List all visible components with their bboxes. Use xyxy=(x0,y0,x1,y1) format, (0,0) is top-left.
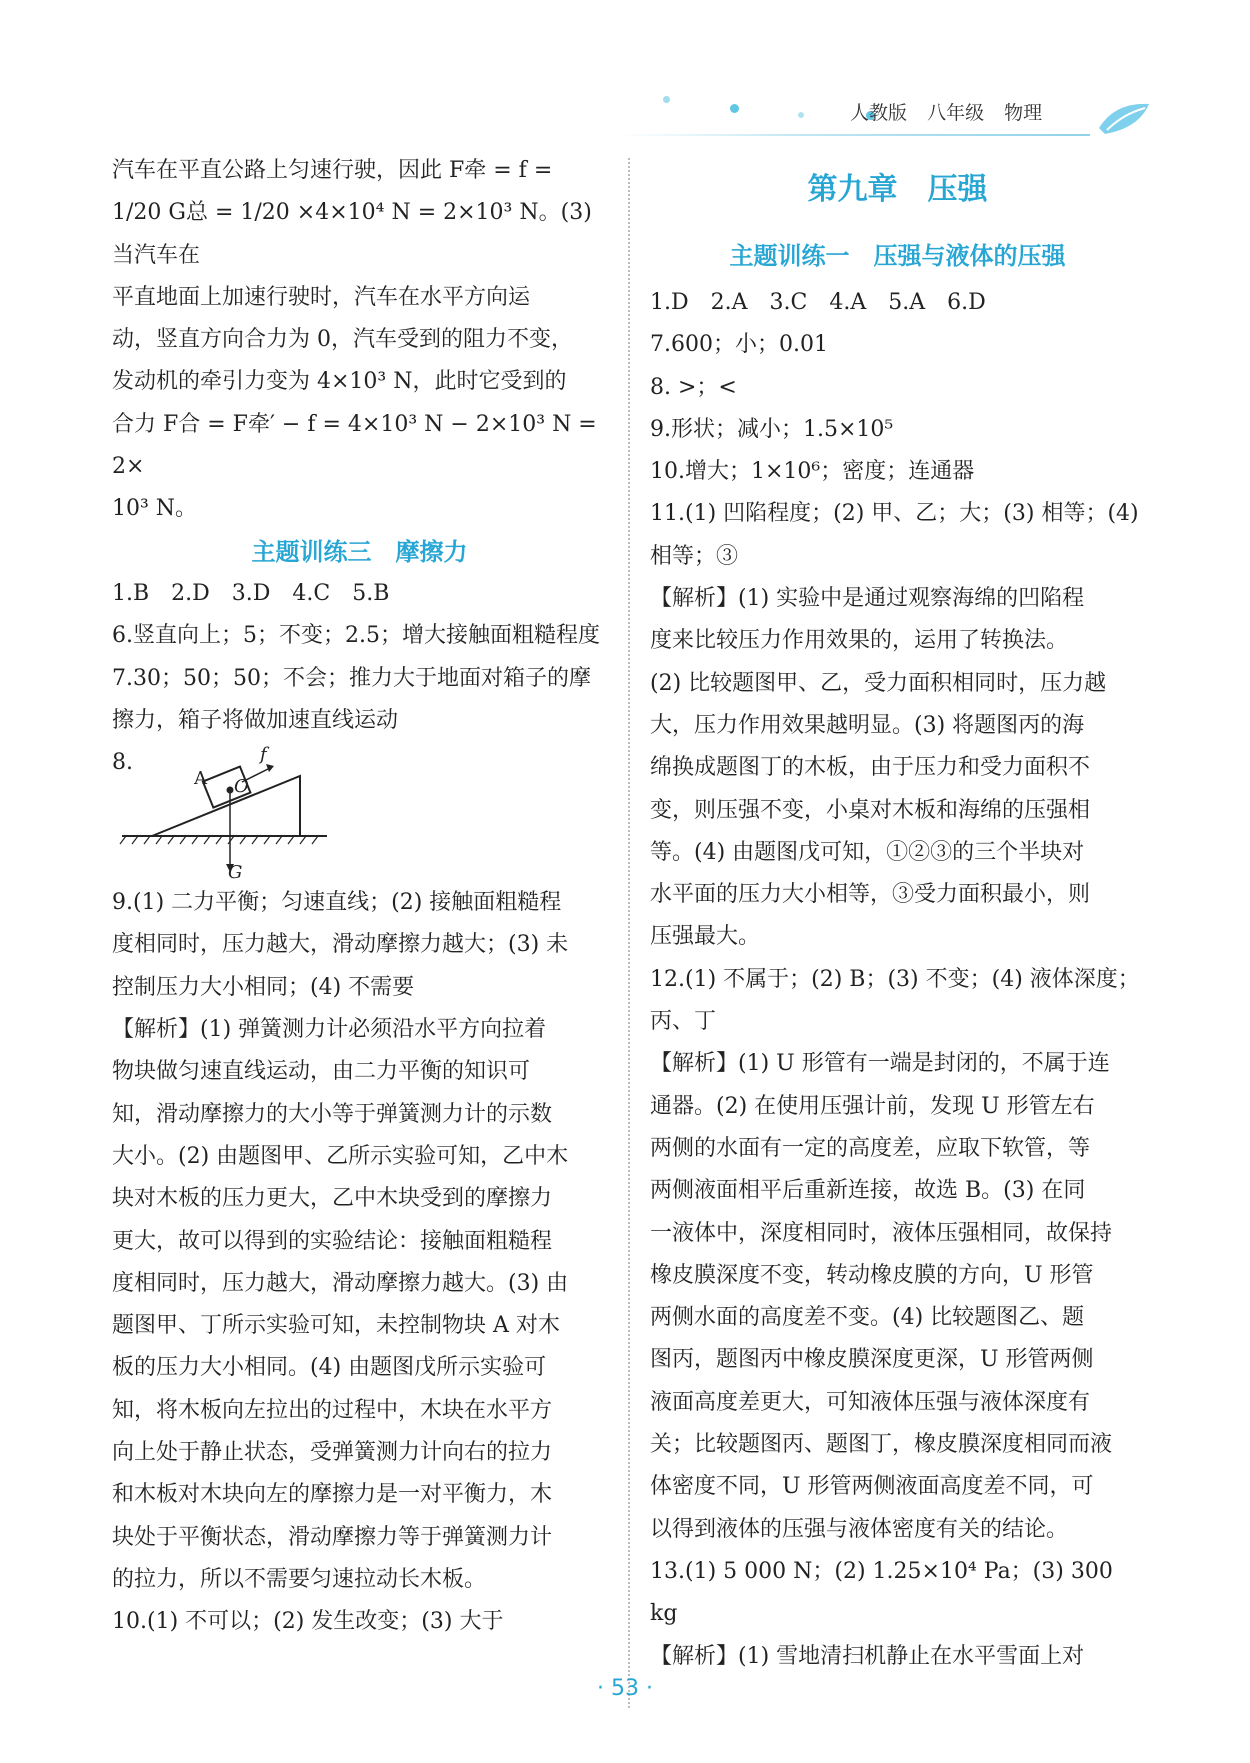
section-title: 主题训练三 摩擦力 xyxy=(251,537,468,566)
answer-line: 丙、丁 xyxy=(650,1009,717,1035)
figure-label-f: f xyxy=(260,744,267,766)
answer-line: 8. >；< xyxy=(650,374,737,400)
explanation-line: 知，滑动摩擦力的大小等于弹簧测力计的示数 xyxy=(112,1101,553,1127)
explanation-line: 两侧的水面有一定的高度差，应取下软管，等 xyxy=(650,1135,1091,1161)
answer-line: 13.(1) 5 000 N；(2) 1.25×10⁴ Pa；(3) 300 kg xyxy=(650,1558,1113,1627)
explanation-line: 板的压力大小相同。(4) 由题图戊所示实验可 xyxy=(112,1355,547,1381)
figure-label-A: A xyxy=(194,768,207,790)
text-line: 平直地面上加速行驶时，汽车在水平方向运 xyxy=(112,284,531,310)
explanation-line: 物块做匀速直线运动，由二力平衡的知识可 xyxy=(112,1059,531,1085)
explanation-line: 的拉力，所以不需要匀速拉动长木板。 xyxy=(112,1566,487,1592)
explanation-line: 通器。(2) 在使用压强计前，发现 U 形管左右 xyxy=(650,1093,1095,1119)
explanation-line: 图丙，题图丙中橡皮膜深度更深，U 形管两侧 xyxy=(650,1347,1094,1373)
answer-line: 9.形状；减小；1.5×10⁵ xyxy=(650,416,894,442)
explanation-line: 度来比较压力作用效果的，运用了转换法。 xyxy=(650,628,1069,654)
explanation-line: 橡皮膜深度不变，转动橡皮膜的方向，U 形管 xyxy=(650,1262,1094,1288)
answer-line: 控制压力大小相同；(4) 不需要 xyxy=(112,974,415,1000)
explanation-line: 块对木板的压力更大，乙中木块受到的摩擦力 xyxy=(112,1186,553,1212)
explanation-line: 知，将木板向左拉出的过程中，木块在水平方 xyxy=(112,1397,553,1423)
chapter-title: 第九章 压强 xyxy=(807,172,988,207)
explanation-line: 【解析】(1) U 形管有一端是封闭的，不属于连 xyxy=(650,1051,1110,1077)
explanation-line: 两侧水面的高度差不变。(4) 比较题图乙、题 xyxy=(650,1305,1085,1331)
answer-line: 擦力，箱子将做加速直线运动 xyxy=(112,707,399,733)
explanation-line: 体密度不同，U 形管两侧液面高度差不同，可 xyxy=(650,1474,1094,1500)
explanation-line: 度相同时，压力越大，滑动摩擦力越大。(3) 由 xyxy=(112,1270,569,1296)
figure-label-G: G xyxy=(228,862,243,884)
decor-dot xyxy=(798,112,804,118)
text-line: 汽车在平直公路上匀速行驶，因此 F牵 = f = xyxy=(112,158,553,183)
header-subject: 物理 xyxy=(1004,102,1043,124)
explanation-line: 题图甲、丁所示实验可知，未控制物块 A 对木 xyxy=(112,1313,560,1339)
explanation-line: 关；比较题图丙、题图丁，橡皮膜深度相同而液 xyxy=(650,1432,1113,1458)
explanation-line: 大小。(2) 由题图甲、乙所示实验可知，乙中木 xyxy=(112,1143,569,1169)
answer-line: 12.(1) 不属于；(2) B；(3) 不变；(4) 液体深度； xyxy=(650,966,1140,992)
explanation-line: 大，压力作用效果越明显。(3) 将题图丙的海 xyxy=(650,712,1085,738)
explanation-line: 【解析】(1) 弹簧测力计必须沿水平方向拉着 xyxy=(112,1017,547,1043)
answer-line: 10.增大；1×10⁶；密度；连通器 xyxy=(650,459,975,485)
text-line: 合力 F合 = F牵′ − f = 4×10³ N − 2×10³ N = 2× xyxy=(112,411,597,480)
section-title: 主题训练一 压强与液体的压强 xyxy=(729,242,1066,270)
leaf-logo-icon xyxy=(1095,98,1153,138)
explanation-line: 两侧液面相平后重新连接，故选 B。(3) 在同 xyxy=(650,1178,1086,1204)
explanation-line: 压强最大。 xyxy=(650,924,761,950)
text-line: 10³ N。 xyxy=(112,496,198,522)
explanation-line: 液面高度差更大，可知液体压强与液体深度有 xyxy=(650,1389,1091,1415)
decor-dot xyxy=(730,104,739,113)
answer-line: 7.30；50；50；不会；推力大于地面对箱子的摩 xyxy=(112,665,591,691)
header-grade: 八年级 xyxy=(927,102,985,124)
explanation-line: 向上处于静止状态，受弹簧测力计向右的拉力 xyxy=(112,1440,553,1466)
right-column xyxy=(650,150,1145,1678)
page-number: · 53 · xyxy=(597,1676,653,1701)
explanation-line: 【解析】(1) 实验中是通过观察海绵的凹陷程 xyxy=(650,586,1085,612)
explanation-line: 等。(4) 由题图戊可知，①②③的三个半块对 xyxy=(650,839,1085,865)
explanation-line: 和木板对木块向左的摩擦力是一对平衡力，木 xyxy=(112,1482,553,1508)
header-rule xyxy=(620,134,1090,136)
decor-dot xyxy=(663,96,670,103)
explanation-line: 一液体中，深度相同时，液体压强相同，故保持 xyxy=(650,1220,1113,1246)
explanation-line: 以得到液体的压强与液体密度有关的结论。 xyxy=(650,1516,1069,1542)
answer-line: 7.600；小；0.01 xyxy=(650,332,828,358)
header-edition: 人教版 xyxy=(850,102,908,124)
explanation-line: 水平面的压力大小相等，③受力面积最小，则 xyxy=(650,882,1091,908)
answer-line: 1.B 2.D 3.D 4.C 5.B xyxy=(112,580,390,606)
text-line: 发动机的牵引力变为 4×10³ N，此时它受到的 xyxy=(112,369,567,395)
incline-figure xyxy=(112,742,607,882)
answer-label: 8. xyxy=(112,750,133,776)
explanation-line: (2) 比较题图甲、乙，受力面积相同时，压力越 xyxy=(650,670,1107,696)
answer-line: 1.D 2.A 3.C 4.A 5.A 6.D xyxy=(650,290,986,315)
answer-line: 相等；③ xyxy=(650,543,739,569)
explanation-line: 【解析】(1) 雪地清扫机静止在水平雪面上对 xyxy=(650,1643,1085,1669)
left-column xyxy=(112,150,607,1644)
explanation-line: 块处于平衡状态，滑动摩擦力等于弹簧测力计 xyxy=(112,1524,553,1550)
explanation-line: 变，则压强不变，小桌对木板和海绵的压强相 xyxy=(650,797,1091,823)
answer-line: 11.(1) 凹陷程度；(2) 甲、乙；大；(3) 相等；(4) xyxy=(650,501,1139,527)
running-header xyxy=(850,98,1056,125)
explanation-line: 更大，故可以得到的实验结论：接触面粗糙程 xyxy=(112,1228,553,1254)
text-line: 1/20 G总 = 1/20 ×4×10⁴ N = 2×10³ N。(3) 当汽车在 xyxy=(112,200,592,268)
answer-line: 6.竖直向上；5；不变；2.5；增大接触面粗糙程度 xyxy=(112,623,600,649)
explanation-line: 绵换成题图丁的木板，由于压力和受力面积不 xyxy=(650,755,1091,781)
answer-line: 度相同时，压力越大，滑动摩擦力越大；(3) 未 xyxy=(112,932,569,958)
column-divider xyxy=(628,158,630,1708)
answer-line: 10.(1) 不可以；(2) 发生改变；(3) 大于 xyxy=(112,1609,504,1635)
answer-line: 9.(1) 二力平衡；匀速直线；(2) 接触面粗糙程 xyxy=(112,890,562,916)
text-line: 动，竖直方向合力为 0，汽车受到的阻力不变， xyxy=(112,327,573,353)
figure-label-O: O xyxy=(234,776,249,798)
